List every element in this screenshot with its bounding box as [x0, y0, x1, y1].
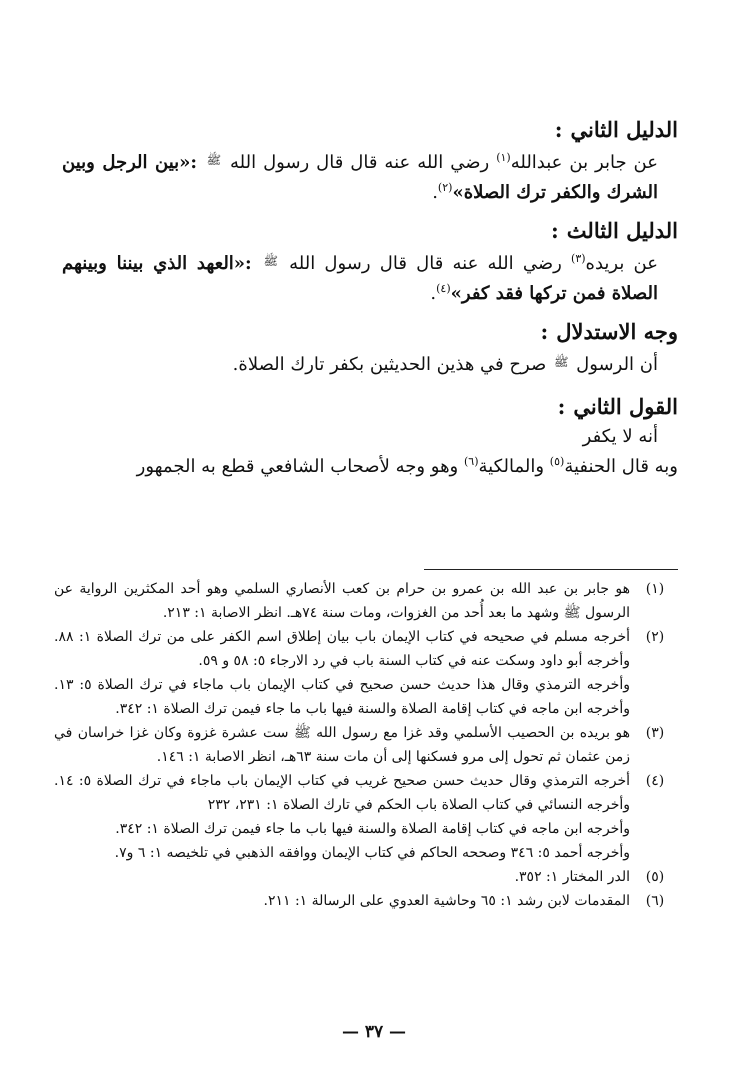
footnote-number: (٤): [645, 773, 665, 789]
footnote-1: [54, 577, 680, 625]
pbuh-glyph: ﷺ: [206, 153, 222, 167]
footnote-ref-4[interactable]: (٤): [436, 282, 451, 295]
footnote-ref-1[interactable]: (١): [496, 151, 511, 164]
footnotes: [54, 577, 680, 913]
footnote-4: [54, 769, 680, 865]
footnote-text: الدر المختار ١: ٣٥٢.: [514, 869, 630, 885]
footnote-number: (٥): [645, 869, 665, 885]
footnote-text: هو بريده بن الحصيب الأسلمي وقد غزا مع رسول الله ﷺ ست عشرة غزوة وكان غزا خراسان في زمن عثمان ثم تحول إلى مرو فسكنها إلى أن مات سنة ٦٣هـ، انظر الاصابة ١: ١٤٦.: [54, 725, 630, 765]
footnote-number: (٣): [645, 725, 665, 741]
pbuh-glyph: ﷺ: [263, 254, 278, 268]
footnote-2: [54, 625, 680, 721]
pbuh-glyph: ﷺ: [553, 355, 569, 369]
footnote-text: أخرجه الترمذي وقال حديث حسن صحيح غريب في كتاب الإيمان باب ماجاء في ترك الصلاة ٥: ١٤. وأخرجه النسائي في كتاب الصلاة باب الحكم في تارك الصلاة ١: ٢٣١، ٢٣٢ وأخرجه ابن ماجه في كتاب إقامة الصلاة والسنة فيها باب ما جاء فيمن ترك الصلاة ١: ٣٤٢. وأخرجه أحمد ٥: ٣٤٦ وصححه الحاكم في كتاب الإيمان ووافقه الذهبي في تلخيصه ١: ٦ و٧.: [54, 773, 630, 861]
footnote-3: [54, 721, 680, 769]
footnote-ref-2[interactable]: (٢): [437, 181, 453, 194]
footnote-number: (٦): [645, 893, 665, 909]
footnote-number: (٢): [645, 629, 665, 645]
heading-second-evidence: الدليل الثاني:: [554, 117, 678, 142]
footnote-text: أخرجه مسلم في صحيحه في كتاب الإيمان باب بيان إطلاق اسم الكفر على من ترك الصلاة ١: ٨٨. وأخرجه أبو داود وسكت عنه في كتاب السنة باب في رد الارجاء ٥: ٥٨ و ٥٩. وأخرجه الترمذي وقال هذا حديث حسن صحيح في كتاب الإيمان باب ماجاء في ترك الصلاة ٥: ١٣. وأخرجه ابن ماجه في كتاب إقامة الصلاة والسنة فيها باب ما جاء فيمن ترك الصلاة ١: ٣٤٢.: [54, 629, 630, 717]
footnote-separator: [424, 569, 678, 570]
footnote-5: [54, 865, 680, 889]
footnote-6: [54, 889, 680, 913]
main-text: [62, 115, 678, 482]
heading-inference: وجه الاستدلال:: [540, 319, 678, 344]
page-number: — ٣٧ —: [341, 1022, 407, 1042]
heading-third-evidence: الدليل الثالث:: [551, 218, 678, 243]
paragraph-second-view-line2: وبه قال الحنفية$^{(٥)}$ والمالكية$^{(٦)}$ وهو وجه لأصحاب الشافعي قطع به الجمهور: [136, 455, 678, 477]
heading-second-view: القول الثاني:: [557, 394, 678, 419]
footnote-number: (١): [645, 581, 665, 597]
paragraph-third-evidence: عن بريده$^{(٣)}$ رضي الله عنه قال قال رسول الله $^ﷺ$ :«العهد الذي بيننا وبينهم الصلاة فمن تركها فقد كفر»$^{(٤)}$.: [62, 252, 659, 304]
paragraph-second-evidence: عن جابر بن عبدالله$^{(١)}$ رضي الله عنه قال قال رسول الله $^ﷺ$ :«بين الرجل وبين الشرك والكفر ترك الصلاة»$^{(٢)}$.: [62, 151, 658, 203]
paragraph-inference: أن الرسول $^ﷺ$ صرح في هذين الحديثين بكفر تارك الصلاة.: [232, 354, 658, 375]
footnote-text: هو جابر بن عبد الله بن عمرو بن حرام بن كعب الأنصاري السلمي وهو أحد المكثرين الرواية عن الرسول ﷺ وشهد ما بعد أُحد من الغزوات، ومات سنة ٧٤هـ. انظر الاصابة ١: ٢١٣.: [54, 581, 630, 621]
paragraph-second-view-line1: أنه لا يكفر: [582, 426, 658, 447]
footnote-text: المقدمات لابن رشد ١: ٦٥ وحاشية العدوي على الرسالة ١: ٢١١.: [263, 893, 630, 909]
footnote-ref-5[interactable]: (٥): [549, 455, 565, 468]
footnote-ref-3[interactable]: (٣): [571, 252, 586, 265]
footnote-ref-6[interactable]: (٦): [463, 455, 479, 468]
